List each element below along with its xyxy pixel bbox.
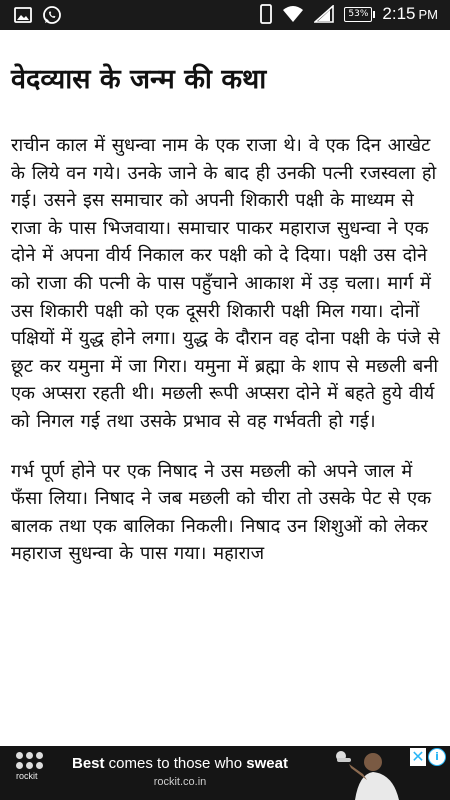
info-icon[interactable]: i bbox=[428, 748, 446, 766]
ad-headline-part2: comes to those who bbox=[104, 755, 247, 772]
battery-icon: 53% bbox=[344, 7, 372, 22]
ad-headline bbox=[72, 755, 288, 772]
ad-brand-name: rockit bbox=[16, 771, 38, 781]
clock bbox=[382, 4, 438, 24]
phone-icon bbox=[260, 4, 272, 24]
article-paragraph: राचीन काल में सुधन्वा नाम के एक राजा थे। वे एक दिन आखेट के लिये वन गये। उनके जाने के बाद ही उनकी पत्नी रजस्वला हो गई। उसने इस समाचार को अपनी शिकारी पक्षी के माध्यम से राजा के पास भिजवाया। समाचार पाकर महाराज सुधन्वा ने एक दोने में अपना वीर्य निकाल कर पक्षी को दे दिया। पक्षी उस दोने को राजा की पत्नी के पास पहुँचाने आकाश में उड़ चला। मार्ग में उस शिकारी पक्षी को एक दूसरी शिकारी पक्षी मिल गया। दोनों पक्षियों में युद्ध होने लगा। युद्ध के दौरान वह दोना पक्षी के पंजे से छूट कर यमुना में जा गिरा। यमुना में ब्रह्मा के शाप से मछली बनी एक अप्सरा रहती थी। मछली रूपी अप्सरा दोने में बहते हुये वीर्य को निगल गई तथा उसके प्रभाव से वह गर्भवती हो गई। bbox=[11, 135, 440, 432]
gallery-icon bbox=[14, 7, 32, 23]
article bbox=[11, 60, 443, 568]
ad-copy[interactable] bbox=[72, 755, 288, 788]
ad-url: rockit.co.in bbox=[153, 776, 207, 788]
status-bar bbox=[0, 0, 450, 30]
article-paragraph: गर्भ पूर्ण होने पर एक निषाद ने उस मछली को अपने जाल में फँसा लिया। निषाद ने जब मछली को चीरा तो उसके पेट से एक बालक तथा एक बालिका निकली। निषाद उन शिशुओं को लेकर महाराज सुधन्वा के पास गया। महाराज bbox=[11, 460, 432, 565]
close-icon[interactable]: ✕ bbox=[411, 747, 425, 766]
wifi-icon bbox=[282, 5, 304, 23]
article-title: वेदव्यास के जन्म की कथा bbox=[11, 64, 267, 95]
ad-headline-part1: Best bbox=[72, 755, 105, 772]
ad-headline-part3: sweat bbox=[246, 755, 288, 772]
clock-ampm: PM bbox=[418, 7, 438, 22]
whatsapp-icon bbox=[42, 5, 62, 25]
ad-brand-logo bbox=[16, 752, 52, 794]
ad-banner[interactable] bbox=[0, 746, 450, 800]
signal-icon bbox=[314, 5, 334, 23]
clock-time: 2:15 bbox=[382, 4, 416, 23]
